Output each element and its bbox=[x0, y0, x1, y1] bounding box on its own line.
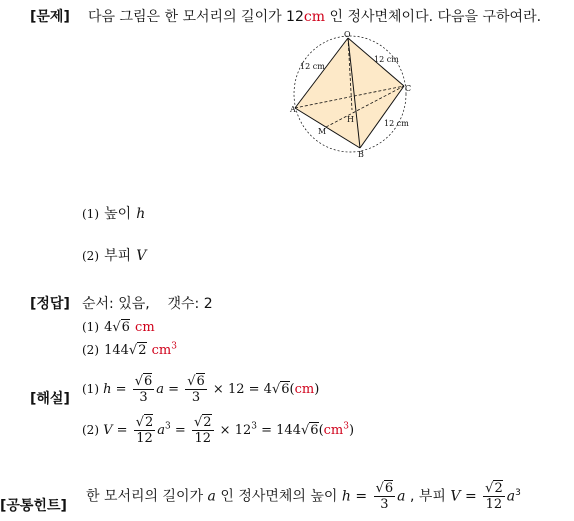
problem-item-1-text: 높이 bbox=[104, 206, 132, 222]
answer-item-1-rad: 6 bbox=[121, 320, 130, 335]
solution-line-2: (2) V = $\frac{√2}{12}$ $a^3$ = $\frac{√2}{12}$ × $12^3 = 144√6(cm^3)$ bbox=[82, 415, 355, 446]
solution-1-result-coef: 4 bbox=[263, 382, 272, 397]
problem-item-1 bbox=[82, 203, 145, 223]
solution-2-frac-b: $\frac{√2}{12}$ bbox=[193, 415, 212, 446]
problem-text-before: 다음 그림은 한 모서리의 길이가 12 bbox=[88, 9, 304, 25]
answer-item-2-rad: 2 bbox=[138, 343, 147, 358]
solution-2-unit: $cm^3$ bbox=[323, 421, 349, 438]
answer-meta: 순서: 있음, 갯수: 2 bbox=[82, 296, 213, 312]
solution-2-frac-a: $\frac{√2}{12}$ bbox=[135, 415, 154, 446]
solution-2-lhs: V bbox=[103, 423, 113, 438]
problem-item-2-num: (2) bbox=[82, 249, 99, 263]
answer-item-1-num: (1) bbox=[82, 320, 99, 334]
problem-item-2-var: V bbox=[136, 248, 147, 264]
solution-line-1: (1) h = $\frac{√6}{3}$ a = $\frac{√6}{3}$ × 12 = 4√6(cm) bbox=[82, 374, 320, 405]
point-H-label: H bbox=[347, 115, 354, 124]
vertex-C-label: C bbox=[405, 84, 412, 93]
solution-1-num: (1) bbox=[82, 382, 99, 396]
hint-frac-h: $\frac{√6}{3}$ bbox=[375, 481, 394, 512]
answer-label: [정답] bbox=[30, 296, 70, 312]
problem-label: [문제] bbox=[30, 9, 70, 25]
edge-label-OA: 12 cm bbox=[300, 62, 325, 71]
answer-item-1-coef: 4 bbox=[104, 320, 113, 335]
hint-text-3: , 부피 bbox=[409, 488, 446, 505]
answer-item-1: (1) 4√6 cm bbox=[82, 320, 155, 335]
solution-1-lhs: h bbox=[103, 382, 112, 397]
solution-2-result-coef: 144 bbox=[276, 423, 301, 438]
solution-2-num: (2) bbox=[82, 423, 99, 437]
vertex-A-label: A bbox=[290, 105, 296, 114]
solution-2-var: a bbox=[157, 423, 166, 438]
solution-1-frac-b: $\frac{√6}{3}$ bbox=[187, 374, 205, 405]
hint-var-1: a bbox=[207, 488, 216, 505]
solution-2-result-rad: 6 bbox=[310, 423, 319, 438]
tetrahedron-figure bbox=[280, 30, 420, 160]
solution-label: [해설] bbox=[30, 391, 70, 407]
problem-unit: cm bbox=[303, 9, 326, 25]
edge-label-BC: 12 cm bbox=[384, 119, 409, 128]
hint-text: 한 모서리의 길이가 a 인 정사면체의 높이 h = $\frac{√6}{3}$ a , 부피 V = $\frac{√2}{12}$ $a^3$ bbox=[86, 481, 521, 512]
answer-item-1-unit: cm bbox=[135, 320, 155, 335]
answer-item-2-unit: $cm^3$ bbox=[151, 341, 177, 358]
answer-item-2: (2) 144√2 $cm^3$ bbox=[82, 341, 177, 358]
problem-text-after: 인 정사면체이다. 다음을 구하여라. bbox=[329, 9, 542, 25]
solution-1-var: a bbox=[156, 382, 165, 397]
hint-text-2: 인 정사면체의 높이 bbox=[220, 488, 338, 505]
problem-item-1-var: h bbox=[136, 206, 146, 222]
vertex-B-label: B bbox=[358, 150, 364, 159]
problem-text bbox=[88, 6, 541, 26]
solution-1-frac-a: $\frac{√6}{3}$ bbox=[134, 374, 153, 405]
edge-label-OC: 12 cm bbox=[374, 55, 399, 64]
solution-1-times: 12 bbox=[227, 382, 245, 397]
solution-1-unit: cm bbox=[294, 382, 315, 397]
problem-item-2-text: 부피 bbox=[104, 248, 132, 264]
answer-item-2-num: (2) bbox=[82, 343, 99, 357]
point-M-label: M bbox=[318, 127, 327, 136]
problem-item-2 bbox=[82, 245, 146, 265]
problem-item-1-num: (1) bbox=[82, 207, 99, 221]
hint-frac-v: $\frac{√2}{12}$ bbox=[485, 481, 503, 512]
hint-label: [공통힌트] bbox=[0, 498, 67, 514]
hint-text-1: 한 모서리의 길이가 bbox=[86, 488, 204, 505]
vertex-O-label: O bbox=[344, 30, 351, 39]
answer-item-2-coef: 144 bbox=[104, 343, 129, 358]
solution-1-result-rad: 6 bbox=[281, 382, 290, 397]
solution-2-times: 12 bbox=[234, 423, 252, 438]
